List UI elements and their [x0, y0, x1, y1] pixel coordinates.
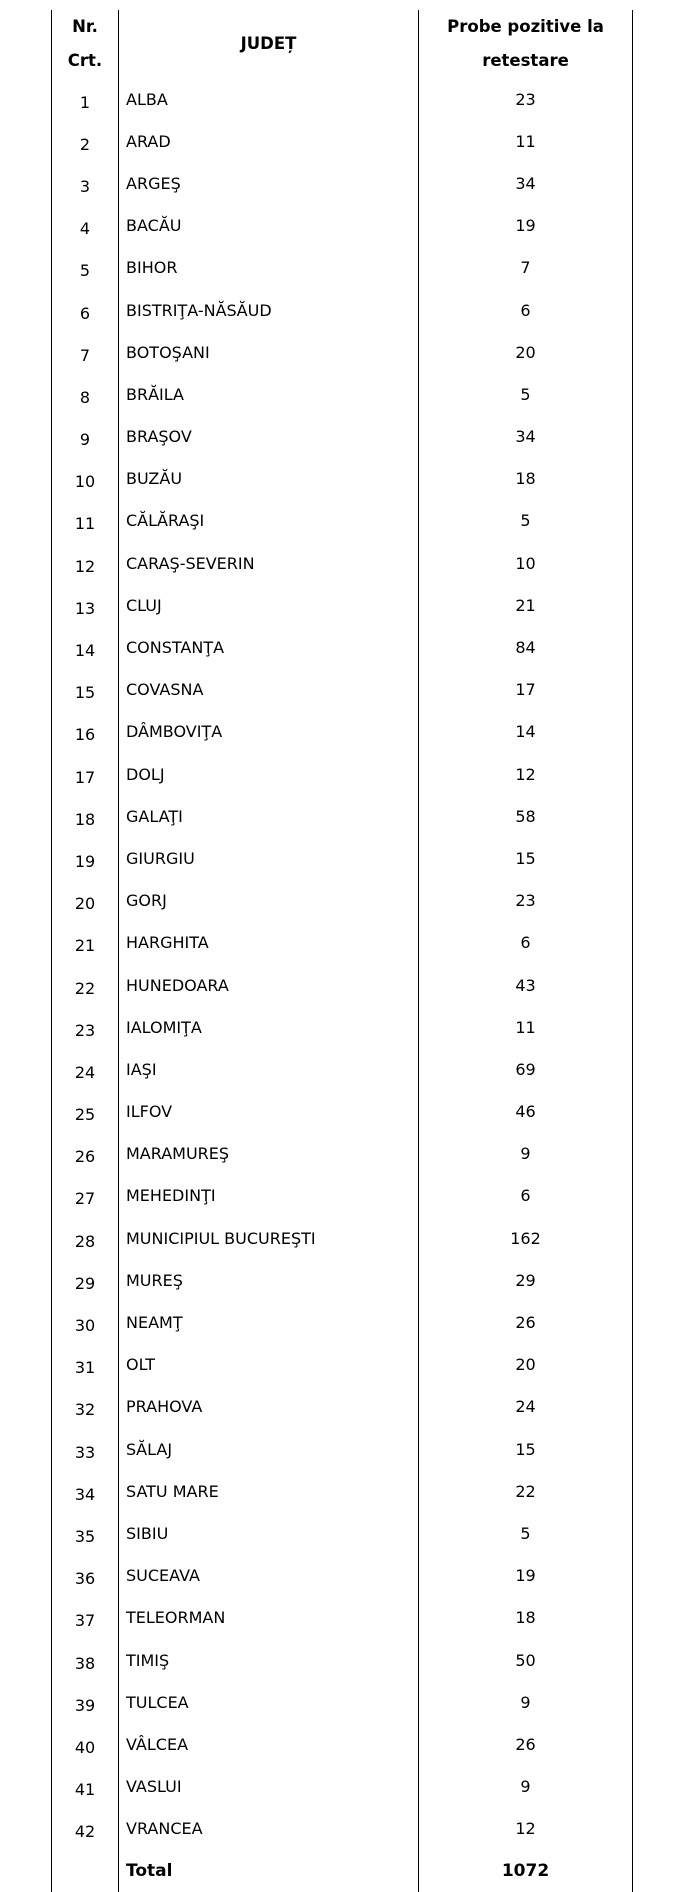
row-judet: CLUJ	[119, 584, 419, 626]
table-row	[52, 669, 633, 711]
header-nr-crt	[52, 10, 119, 78]
row-value: 18	[419, 458, 633, 500]
row-nr: 34	[52, 1470, 119, 1512]
table-row	[52, 416, 633, 458]
table-row	[52, 1006, 633, 1048]
table-row	[52, 247, 633, 289]
table-header-row	[52, 10, 633, 78]
row-judet: PRAHOVA	[119, 1386, 419, 1428]
table-row	[52, 1091, 633, 1133]
row-value: 6	[419, 289, 633, 331]
row-nr: 35	[52, 1512, 119, 1554]
table-row	[52, 500, 633, 542]
table-row	[52, 1217, 633, 1259]
row-value: 7	[419, 247, 633, 289]
row-judet: SIBIU	[119, 1512, 419, 1554]
row-nr: 6	[52, 289, 119, 331]
row-value: 84	[419, 626, 633, 668]
row-judet: GIURGIU	[119, 837, 419, 879]
row-judet: MUNICIPIUL BUCUREŞTI	[119, 1217, 419, 1259]
row-nr: 39	[52, 1681, 119, 1723]
row-value: 9	[419, 1681, 633, 1723]
row-value: 15	[419, 837, 633, 879]
row-value: 5	[419, 1512, 633, 1554]
row-nr: 28	[52, 1217, 119, 1259]
row-judet: VRANCEA	[119, 1808, 419, 1850]
table-row	[52, 626, 633, 668]
row-judet: MARAMUREŞ	[119, 1133, 419, 1175]
row-value: 43	[419, 964, 633, 1006]
row-value: 19	[419, 1555, 633, 1597]
row-value: 46	[419, 1091, 633, 1133]
row-judet: TIMIŞ	[119, 1639, 419, 1681]
row-judet: DÂMBOVIŢA	[119, 711, 419, 753]
table-row	[52, 120, 633, 162]
row-nr: 42	[52, 1808, 119, 1850]
row-nr: 22	[52, 964, 119, 1006]
header-nr-line1: Nr.	[72, 17, 98, 36]
row-nr: 24	[52, 1048, 119, 1090]
table-body	[52, 78, 633, 1850]
row-nr: 27	[52, 1175, 119, 1217]
row-judet: GALAŢI	[119, 795, 419, 837]
header-probe-line1: Probe pozitive la	[447, 17, 604, 36]
row-judet: BOTOŞANI	[119, 331, 419, 373]
row-value: 26	[419, 1723, 633, 1765]
row-judet: MEHEDINŢI	[119, 1175, 419, 1217]
row-nr: 20	[52, 880, 119, 922]
row-nr: 4	[52, 205, 119, 247]
row-nr: 26	[52, 1133, 119, 1175]
row-value: 15	[419, 1428, 633, 1470]
row-judet: BACĂU	[119, 205, 419, 247]
table-row	[52, 1259, 633, 1301]
row-judet: CĂLĂRAŞI	[119, 500, 419, 542]
table-row	[52, 1175, 633, 1217]
positive-retests-table	[51, 10, 633, 1892]
table-row	[52, 584, 633, 626]
row-value: 34	[419, 162, 633, 204]
header-probe-line2: retestare	[482, 51, 569, 70]
row-nr: 12	[52, 542, 119, 584]
row-judet: ALBA	[119, 78, 419, 120]
row-value: 11	[419, 120, 633, 162]
row-nr: 18	[52, 795, 119, 837]
row-judet: SATU MARE	[119, 1470, 419, 1512]
row-nr: 16	[52, 711, 119, 753]
row-value: 69	[419, 1048, 633, 1090]
table-row	[52, 1301, 633, 1343]
row-value: 14	[419, 711, 633, 753]
row-judet: HARGHITA	[119, 922, 419, 964]
row-nr: 31	[52, 1344, 119, 1386]
row-value: 12	[419, 753, 633, 795]
row-judet: ARGEŞ	[119, 162, 419, 204]
row-judet: SUCEAVA	[119, 1555, 419, 1597]
row-value: 23	[419, 880, 633, 922]
row-nr: 19	[52, 837, 119, 879]
row-value: 23	[419, 78, 633, 120]
row-nr: 41	[52, 1766, 119, 1808]
row-value: 162	[419, 1217, 633, 1259]
row-judet: GORJ	[119, 880, 419, 922]
table-row	[52, 753, 633, 795]
table-row	[52, 1766, 633, 1808]
row-value: 34	[419, 416, 633, 458]
row-judet: BIHOR	[119, 247, 419, 289]
total-label: Total	[119, 1850, 419, 1892]
row-value: 20	[419, 1344, 633, 1386]
table-row	[52, 795, 633, 837]
row-nr: 3	[52, 162, 119, 204]
row-nr: 15	[52, 669, 119, 711]
row-value: 58	[419, 795, 633, 837]
row-judet: BUZĂU	[119, 458, 419, 500]
row-value: 12	[419, 1808, 633, 1850]
table-row	[52, 205, 633, 247]
row-value: 50	[419, 1639, 633, 1681]
table-row	[52, 162, 633, 204]
table-row	[52, 1470, 633, 1512]
row-value: 6	[419, 1175, 633, 1217]
total-row	[52, 1850, 633, 1892]
row-value: 26	[419, 1301, 633, 1343]
row-judet: COVASNA	[119, 669, 419, 711]
row-nr: 1	[52, 78, 119, 120]
row-value: 6	[419, 922, 633, 964]
table-row	[52, 1344, 633, 1386]
row-judet: TELEORMAN	[119, 1597, 419, 1639]
row-nr: 17	[52, 753, 119, 795]
row-judet: VASLUI	[119, 1766, 419, 1808]
table-row	[52, 1639, 633, 1681]
row-judet: CARAŞ-SEVERIN	[119, 542, 419, 584]
row-nr: 21	[52, 922, 119, 964]
table-row	[52, 1723, 633, 1765]
total-value: 1072	[419, 1850, 633, 1892]
row-nr: 29	[52, 1259, 119, 1301]
row-nr: 5	[52, 247, 119, 289]
row-nr: 37	[52, 1597, 119, 1639]
row-nr: 2	[52, 120, 119, 162]
table-row	[52, 1386, 633, 1428]
row-value: 5	[419, 500, 633, 542]
row-nr: 36	[52, 1555, 119, 1597]
row-nr: 7	[52, 331, 119, 373]
row-value: 10	[419, 542, 633, 584]
row-value: 5	[419, 373, 633, 415]
row-value: 11	[419, 1006, 633, 1048]
row-value: 21	[419, 584, 633, 626]
row-value: 29	[419, 1259, 633, 1301]
table-row	[52, 373, 633, 415]
row-judet: HUNEDOARA	[119, 964, 419, 1006]
table-row	[52, 1512, 633, 1554]
row-value: 17	[419, 669, 633, 711]
table-row	[52, 1808, 633, 1850]
row-value: 18	[419, 1597, 633, 1639]
header-judet-label: JUDEȚ	[240, 34, 297, 53]
table-row	[52, 331, 633, 373]
row-nr: 38	[52, 1639, 119, 1681]
row-value: 24	[419, 1386, 633, 1428]
row-judet: NEAMŢ	[119, 1301, 419, 1343]
row-value: 22	[419, 1470, 633, 1512]
table-row	[52, 1048, 633, 1090]
table-row	[52, 1555, 633, 1597]
header-judet	[119, 10, 419, 78]
total-nr-cell	[52, 1850, 119, 1892]
table-row	[52, 1428, 633, 1470]
row-nr: 23	[52, 1006, 119, 1048]
table-row	[52, 880, 633, 922]
row-nr: 40	[52, 1723, 119, 1765]
row-nr: 33	[52, 1428, 119, 1470]
row-judet: IALOMIŢA	[119, 1006, 419, 1048]
row-judet: SĂLAJ	[119, 1428, 419, 1470]
row-judet: IAŞI	[119, 1048, 419, 1090]
row-value: 9	[419, 1766, 633, 1808]
table-row	[52, 458, 633, 500]
table-row	[52, 1133, 633, 1175]
row-nr: 10	[52, 458, 119, 500]
table-row	[52, 78, 633, 120]
row-judet: CONSTANŢA	[119, 626, 419, 668]
row-nr: 14	[52, 626, 119, 668]
table-row	[52, 922, 633, 964]
row-value: 20	[419, 331, 633, 373]
header-nr-line2: Crt.	[67, 51, 103, 70]
row-judet: MUREŞ	[119, 1259, 419, 1301]
row-nr: 25	[52, 1091, 119, 1133]
header-probe-pozitive	[419, 10, 633, 78]
row-judet: BISTRIŢA-NĂSĂUD	[119, 289, 419, 331]
row-value: 9	[419, 1133, 633, 1175]
table-row	[52, 711, 633, 753]
table-row	[52, 1681, 633, 1723]
row-judet: DOLJ	[119, 753, 419, 795]
row-judet: OLT	[119, 1344, 419, 1386]
row-nr: 13	[52, 584, 119, 626]
table-row	[52, 542, 633, 584]
table-row	[52, 964, 633, 1006]
row-nr: 30	[52, 1301, 119, 1343]
row-nr: 11	[52, 500, 119, 542]
row-judet: ILFOV	[119, 1091, 419, 1133]
table-row	[52, 289, 633, 331]
table-row	[52, 837, 633, 879]
row-judet: ARAD	[119, 120, 419, 162]
row-nr: 32	[52, 1386, 119, 1428]
row-judet: BRĂILA	[119, 373, 419, 415]
row-judet: VÂLCEA	[119, 1723, 419, 1765]
row-nr: 9	[52, 416, 119, 458]
table-row	[52, 1597, 633, 1639]
row-judet: TULCEA	[119, 1681, 419, 1723]
row-nr: 8	[52, 373, 119, 415]
row-judet: BRAŞOV	[119, 416, 419, 458]
row-value: 19	[419, 205, 633, 247]
